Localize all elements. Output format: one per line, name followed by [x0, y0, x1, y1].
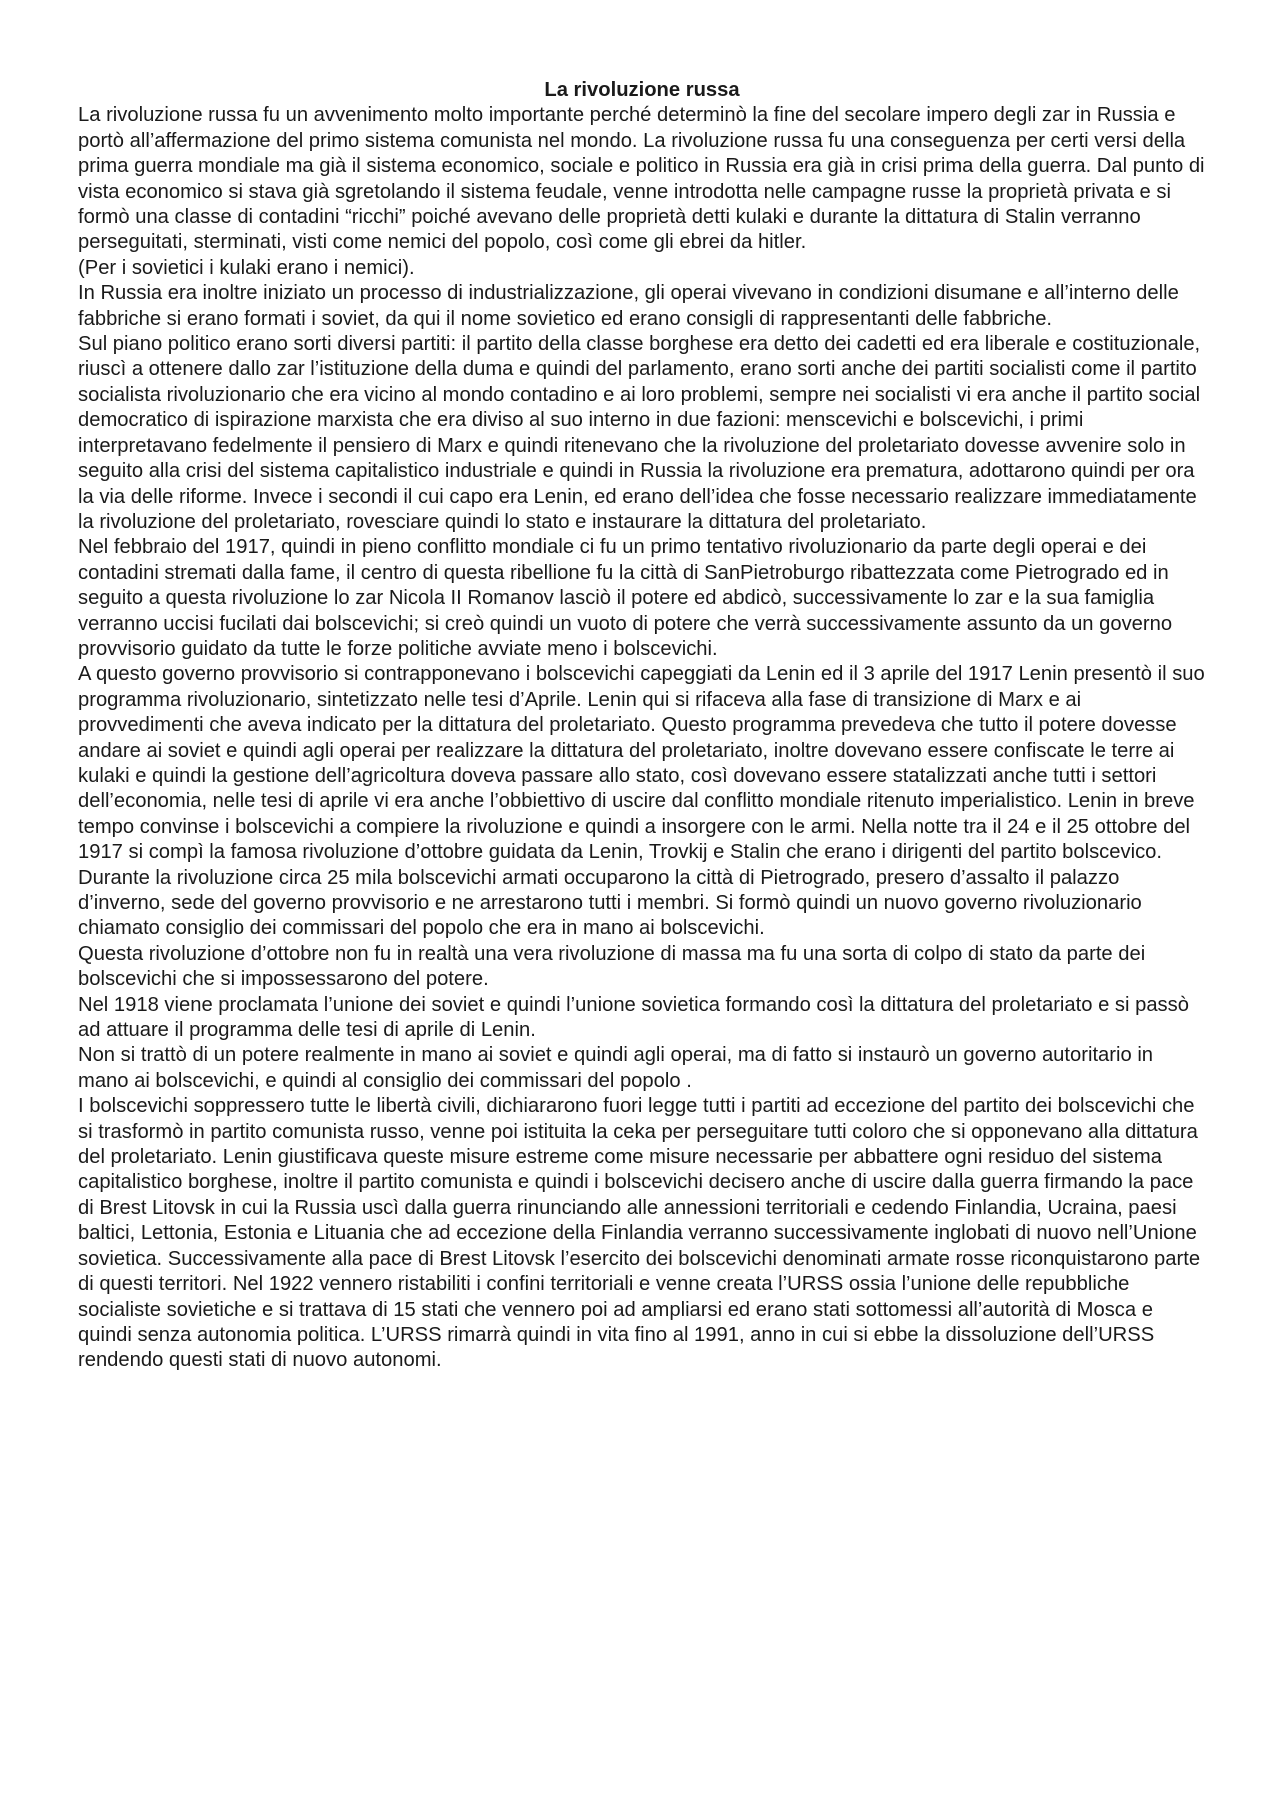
paragraph-3: In Russia era inoltre iniziato un processo di industrializzazione, gli operai vivevano in condizioni disumane e all’interno delle fabbriche si erano formati i soviet, da qui il nome sovietico ed erano consigli di rappresentanti delle fabbriche. [78, 282, 1179, 330]
paragraph-2: (Per i sovietici i kulaki erano i nemici). [78, 256, 415, 279]
paragraph-5: Nel febbraio del 1917, quindi in pieno conflitto mondiale ci fu un primo tentativo rivoluzionario da parte degli operai e dei contadini stremati dalla fame, il centro di questa ribellione fu la città di SanPietroburgo ribattezzata come Pietrogrado ed in seguito a questa rivoluzione lo zar Nicola II Romanov lasciò il potere ed abdicò, successivamente lo zar e la sua famiglia verranno uccisi fucilati dai bolscevichi; si creò quindi un vuoto di potere che verrà successivamente assunto da un governo provvisorio guidato da tutte le forze politiche avviate meno i bolscevichi. [78, 536, 1173, 660]
paragraph-7: Questa rivoluzione d’ottobre non fu in realtà una vera rivoluzione di massa ma fu una sorta di colpo di stato da parte dei bolscevichi che si impossessarono del potere. [78, 942, 1146, 991]
paragraph-4: Sul piano politico erano sorti diversi partiti: il partito della classe borghese era detto dei cadetti ed era liberale e costituzionale, riuscì a ottenere dallo zar l’istituzione della duma e quindi del parlamento, erano sorti anche dei partiti socialisti come il partito socialista rivoluzionario che era vicino al mondo contadino e ai loro problemi, sempre nei socialisti vi era anche il partito social democratico di ispirazione marxista che era diviso al suo interno in due fazioni: menscevichi e bolscevichi, i primi interpretavano fedelmente il pensiero di Marx e quindi ritenevano che la rivoluzione del proletariato dovesse avvenire solo in seguito alla crisi del sistema capitalistico industriale e quindi in Russia la rivoluzione era prematura, adottarono quindi per ora la via delle riforme. Invece i secondi il cui capo era Lenin, ed erano dell’idea che fosse necessario realizzare immediatamente la rivoluzione del proletariato, rovesciare quindi lo stato e instaurare la dittatura del proletariato. [78, 333, 1201, 533]
paragraph-9: Non si trattò di un potere realmente in mano ai soviet e quindi agli operai, ma di fatto si instaurò un governo autoritario in mano ai bolscevichi, e quindi al consiglio dei commissari del popolo . [78, 1044, 1154, 1092]
document-title: La rivoluzione russa [544, 79, 740, 101]
paragraph-6: A questo governo provvisorio si contrapponevano i bolscevichi capeggiati da Lenin ed il 3 aprile del 1917 Lenin presentò il suo programma rivoluzionario, sintetizzato nelle tesi d’Aprile. Lenin qui si rifaceva alla fase di transizione di Marx e ai provvedimenti che aveva indicato per la dittatura del proletariato. Questo programma prevedeva che tutto il potere dovesse andare ai soviet e quindi agli operai per realizzare la dittatura del proletariato, inoltre dovevano essere confiscate le terre ai kulaki e quindi la gestione dell’agricoltura doveva passare allo stato, così dovevano essere statalizzati anche tutti i settori dell’economia, nelle tesi di aprile vi era anche l’obbiettivo di uscire dal conflitto mondiale ritenuto imperialistico. Lenin in breve tempo convinse i bolscevichi a compiere la rivoluzione e quindi a insorgere con le armi. Nella notte tra il 24 e il 25 ottobre del 1917 si compì la famosa rivoluzione d’ottobre guidata da Lenin, Trovkij e Stalin che erano i dirigenti del partito bolscevico. Durante la rivoluzione circa 25 mila bolscevichi armati occuparono la città di Pietrogrado, presero d’assalto il palazzo d’inverno, sede del governo provvisorio e ne arrestarono tutti i membri. Si formò quindi un nuovo governo rivoluzionario chiamato consiglio dei commissari del popolo che era in mano ai bolscevichi. [78, 663, 1205, 940]
paragraph-1: La rivoluzione russa fu un avvenimento molto importante perché determinò la fine del secolare impero degli zar in Russia e portò all’affermazione del primo sistema comunista nel mondo. La rivoluzione russa fu una conseguenza per certi versi della prima guerra mondiale ma già il sistema economico, sociale e politico in Russia era già in crisi prima della guerra. Dal punto di vista economico si stava già sgretolando il sistema feudale, venne introdotta nelle campagne russe la proprietà privata e si formò una classe di contadini “ricchi” poiché avevano delle proprietà detti kulaki e durante la dittatura di Stalin verranno perseguitati, sterminati, visti come nemici del popolo, così come gli ebrei da hitler. [78, 104, 1205, 254]
paragraph-10: I bolscevichi soppressero tutte le libertà civili, dichiararono fuori legge tutti i partiti ad eccezione del partito dei bolscevichi che si trasformò in partito comunista russo, venne poi istituita la ceka per perseguitare tutti coloro che si opponevano alla dittatura del proletariato. Lenin giustificava queste misure estreme come misure necessarie per abbattere ogni residuo del sistema capitalistico borghese, inoltre il partito comunista e quindi i bolscevichi decisero anche di uscire dalla guerra firmando la pace di Brest Litovsk in cui la Russia uscì dalla guerra rinunciando alle annessioni territoriali e cedendo Finlandia, Ucraina, paesi baltici, Lettonia, Estonia e Lituania che ad eccezione della Finlandia verranno successivamente inglobati di nuovo nell’Unione sovietica. Successivamente alla pace di Brest Litovsk l’esercito dei bolscevichi denominati armate rosse riconquistarono parte di questi territori. Nel 1922 vennero ristabiliti i confini territoriali e venne creata l’URSS ossia l’unione delle repubbliche socialiste sovietiche e si trattava di 15 stati che vennero poi ad ampliarsi ed erano stati sottomessi all’autorità di Mosca e quindi senza autonomia politica. L’URSS rimarrà quindi in vita fino al 1991, anno in cui si ebbe la dissoluzione dell’URSS rendendo questi stati di nuovo autonomi. [78, 1095, 1201, 1372]
document-body [78, 78, 1206, 1374]
paragraph-8: Nel 1918 viene proclamata l’unione dei soviet e quindi l’unione sovietica formando così la dittatura del proletariato e si passò ad attuare il programma delle tesi di aprile di Lenin. [78, 993, 1189, 1042]
